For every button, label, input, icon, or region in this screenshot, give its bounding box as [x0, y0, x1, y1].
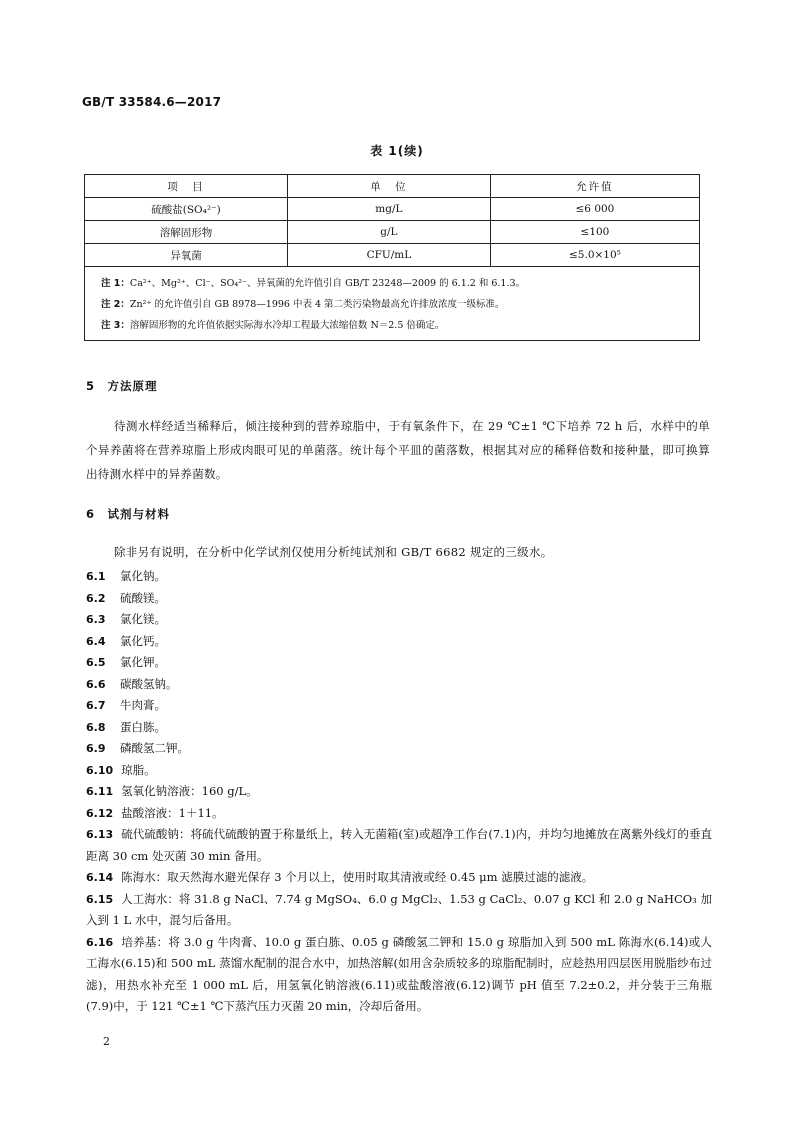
standard-id-header: GB/T 33584.6—2017 [82, 95, 222, 109]
table-cell: 溶解固形物 [85, 221, 288, 244]
table-row [85, 244, 700, 267]
item-text: 盐酸溶液：1＋11。 [121, 805, 224, 820]
list-item [86, 652, 712, 674]
item-text: 氢氧化钠溶液：160 g/L。 [121, 784, 258, 798]
table-cell: 异氧菌 [85, 244, 288, 267]
item-text: 碳酸氢钠。 [120, 676, 178, 691]
item-number: 6.15 [86, 892, 114, 906]
section-6-heading: 6 试剂与材料 [86, 507, 171, 521]
table-cell: g/L [287, 221, 490, 244]
column-header-item: 项 目 [85, 175, 288, 198]
column-header-limit: 允许值 [490, 175, 699, 198]
item-number: 6.13 [86, 828, 114, 841]
list-item [86, 674, 712, 696]
table-note [101, 294, 689, 315]
list-item [86, 717, 712, 739]
list-item [86, 889, 712, 932]
item-number: 6.10 [86, 763, 114, 777]
note-text: Ca²⁺、Mg²⁺、Cl⁻、SO₄²⁻、异氧菌的允许值引自 GB/T 23248—2009 的 6.1.2 和 6.1.3。 [129, 278, 526, 289]
list-item [86, 588, 712, 610]
item-number: 6.5 [86, 656, 106, 669]
list-item [86, 781, 712, 803]
note-label: 注 2： [101, 299, 130, 310]
item-text: 氯化钠。 [120, 569, 166, 583]
item-number: 6.7 [86, 699, 106, 712]
list-item [86, 824, 712, 867]
item-text: 人工海水：将 31.8 g NaCl、7.74 g MgSO₄、6.0 g MgCl₂、1.53 g CaCl₂、0.07 g KCl 和 2.0 g NaHCO₃ 加入到 1 L 水中，混匀后备用。 [86, 891, 712, 927]
list-item [86, 760, 712, 782]
table-cell: mg/L [287, 198, 490, 221]
item-number: 6.14 [86, 871, 114, 884]
item-number: 6.3 [86, 613, 106, 626]
item-number: 6.16 [86, 935, 114, 949]
item-text: 硫酸镁。 [120, 590, 166, 605]
list-item [86, 867, 712, 889]
table-cell: ≤100 [490, 221, 699, 244]
item-number: 6.6 [86, 677, 106, 691]
limits-table [84, 174, 700, 341]
note-label: 注 1： [101, 278, 130, 289]
item-text: 氯化钾。 [120, 655, 166, 669]
item-number: 6.8 [86, 720, 106, 734]
note-text: Zn²⁺ 的允许值引自 GB 8978—1996 中表 4 第二类污染物最高允许排放浓度一级标准。 [129, 299, 505, 310]
list-item [86, 631, 712, 653]
item-text: 磷酸氢二钾。 [120, 741, 189, 755]
table-notes-row [85, 267, 700, 341]
list-item [86, 695, 712, 717]
section-5-paragraph: 待测水样经适当稀释后，倾注接种到的营养琼脂中，于有氧条件下，在 29 ℃±1 ℃下培养 72 h 后，水样中的单个异养菌将在营养琼脂上形成肉眼可见的单菌落。统计每个平皿的菌落数，根据其对应的稀释倍数和接种量，即可换算出待测水样中的异养菌数。 [86, 419, 710, 481]
table-cell: 硫酸盐(SO₄²⁻) [85, 198, 288, 221]
table-header-row [85, 175, 700, 198]
item-text: 牛肉膏。 [120, 698, 166, 712]
table-cell: CFU/mL [287, 244, 490, 267]
list-item [86, 738, 712, 760]
column-header-unit: 单 位 [287, 175, 490, 198]
list-item [86, 609, 712, 631]
item-number: 6.4 [86, 634, 106, 648]
item-text: 氯化镁。 [120, 612, 166, 626]
table-cell: ≤5.0×10⁵ [490, 244, 699, 267]
table-note [101, 315, 689, 336]
reagent-list [86, 566, 712, 1018]
item-text: 陈海水：取天然海水避光保存 3 个月以上，使用时取其清液或经 0.45 μm 滤膜过滤的滤液。 [121, 870, 594, 884]
table-notes [85, 267, 700, 341]
list-item [86, 803, 712, 825]
item-number: 6.9 [86, 742, 106, 755]
item-number: 6.12 [86, 806, 114, 820]
item-number: 6.11 [86, 785, 114, 798]
list-item [86, 932, 712, 1018]
item-text: 培养基：将 3.0 g 牛肉膏、10.0 g 蛋白胨、0.05 g 磷酸氢二钾和 15.0 g 琼脂加入到 500 mL 陈海水(6.14)或人工海水(6.15)和 500 mL 蒸馏水配制的混合水中，加热溶解(如用含杂质较多的琼脂配制时，应趁热用四层医用脱脂纱布过滤)，用热水补充至 1 000 mL 后，用氢氧化钠溶液(6.11)或盐酸溶液(6.12)调节 pH 值至 7.2±0.2，并分装于三角瓶(7.9)中，于 121 ℃±1 ℃下蒸汽压力灭菌 20 min，冷却后备用。 [86, 934, 712, 1013]
item-text: 琼脂。 [121, 762, 156, 777]
note-label: 注 3： [101, 320, 130, 331]
item-number: 6.1 [86, 570, 106, 583]
table-cell: ≤6 000 [490, 198, 699, 221]
table-caption: 表 1(续) [370, 144, 424, 158]
item-text: 硫代硫酸钠：将硫代硫酸钠置于称量纸上，转入无菌箱(室)或超净工作台(7.1)内，并均匀地摊放在离紫外线灯的垂直距离 30 cm 处灭菌 30 min 备用。 [86, 827, 712, 863]
table-note [101, 273, 689, 294]
note-text: 溶解固形物的允许值依据实际海水冷却工程最大浓缩倍数 N＝2.5 倍确定。 [129, 320, 445, 331]
page-number: 2 [103, 1035, 110, 1048]
table-row [85, 198, 700, 221]
item-text: 氯化钙。 [120, 633, 166, 648]
section-5-heading: 5 方法原理 [86, 379, 158, 393]
list-item [86, 566, 712, 588]
section-6-intro: 除非另有说明，在分析中化学试剂仅使用分析纯试剂和 GB/T 6682 规定的三级水。 [114, 545, 553, 559]
item-text: 蛋白胨。 [120, 719, 166, 734]
item-number: 6.2 [86, 591, 106, 605]
table-row [85, 221, 700, 244]
